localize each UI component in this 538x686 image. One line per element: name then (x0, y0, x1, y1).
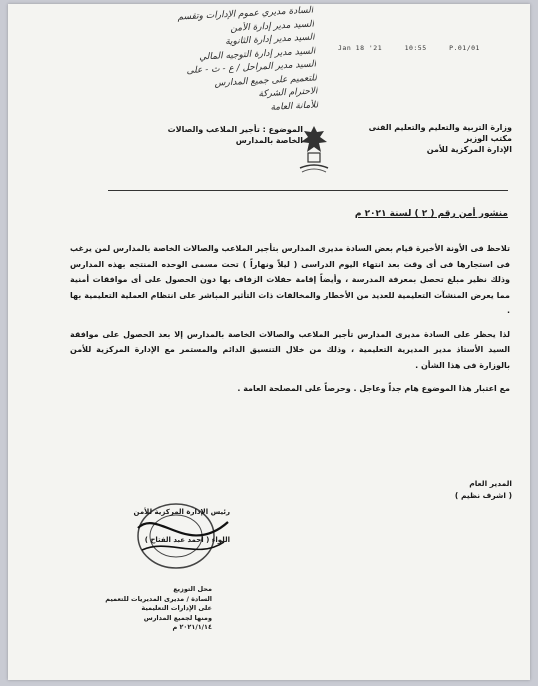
ministry-name: وزارة التربية والتعليم والتعليم الفنى (368, 123, 512, 132)
divider (108, 190, 508, 191)
signatory-name: اللواء ( أحمد عبد الفتاح ) (144, 536, 230, 544)
distribution-list (92, 585, 212, 633)
body-paragraph: لذا يحظر على السادة مديرى المدارس تأجير الملاعب والصالات الخاصة بالمدارس إلا بعد الحصول على موافقة السيد الأستاذ مدير المديرية التعليمية ، وذلك من خلال التنسيق الدائم والمستمر مع الإدارة المركزية للأمن بالوزارة فى هذا الشأن . (70, 329, 510, 370)
fax-date: Jan 18 '21 (338, 44, 383, 52)
fax-header (338, 44, 498, 52)
distribution-line: ومنها لجميع المدارس (143, 613, 212, 622)
fax-time: 10:55 (404, 44, 427, 52)
handwritten-line: السيد مدير المراحل / ع - ث - على (186, 59, 317, 77)
distribution-title: محل التوزيع (173, 585, 212, 593)
handwritten-line: للتعميم على جميع المدارس (214, 72, 318, 89)
handwritten-line: للأمانة العامة (270, 99, 319, 113)
scanned-letter (8, 4, 530, 680)
handwritten-line: السيد مدير إدارة الثانوية (224, 32, 315, 48)
body-paragraph: تلاحظ فى الأونة الأخيرة قيام بعض السادة مديرى المدارس بتأجير الملاعب والصالات الخاصة بالمدارس لمن يرغب فى استجارها فى أى وقت بعد انتهاء اليوم الدراسى ( ليلاً ونهاراً ) تحت مسمى الوحده المنتجه بهذه المدارس وذلك نظير مبلغ تحصل بمعرفة المدرسة ، وأيضاً إقامة حفلات الزفاف بها دون الحصول على أى موافقات أمنية مما يعرض المنشآت التعليمية للعديد من الأخطار والمخالفات ذات التأثير المباشر على انتظام العملية التعليمية بها . (70, 244, 510, 315)
signatory-name: ( اشرف نظيم ) (454, 491, 512, 500)
subject-line: الموضوع : تأجير الملاعب والصالات (167, 125, 303, 134)
distribution-line: على الإدارات التعليمية (141, 604, 212, 612)
handwritten-line: السيد مدير إدارة التوجيه المالي (198, 45, 316, 63)
subject-block (133, 124, 303, 146)
ministry-department: الإدارة المركزية للأمن (426, 145, 512, 154)
subject-line: الخاصة بالمدارس (235, 136, 303, 145)
handwritten-line: السادة مديري عموم الإدارات وتقسم (177, 5, 314, 23)
signatory-title: المدير العام (469, 479, 512, 488)
handwritten-notes (23, 4, 318, 127)
signature-general-director (402, 478, 512, 502)
distribution-line: السادة / مديرى المديريات للتعميم (105, 594, 212, 603)
circular-title: منشور أمن رقم ( ٢ ) لسنة ٢٠٢١ م (354, 209, 508, 219)
handwritten-line: السيد مدير إدارة الأمن (230, 18, 315, 34)
body-paragraph: مع اعتبار هذا الموضوع هام جداً وعاجل . وحرصاً على المصلحة العامة . (237, 384, 510, 393)
letter-body (70, 241, 510, 405)
distribution-date: ٢٠٢١/١/١٤ م (172, 623, 212, 631)
signature-central-admin-head (120, 498, 230, 554)
ministry-header (362, 122, 512, 155)
handwritten-line: الاحترام الشركة (258, 86, 318, 100)
ministry-office: مكتب الوزير (464, 134, 512, 143)
signatory-title: رئيس الإدارة المركزية للأمن (133, 508, 230, 516)
fax-page: P.01/01 (449, 44, 480, 52)
